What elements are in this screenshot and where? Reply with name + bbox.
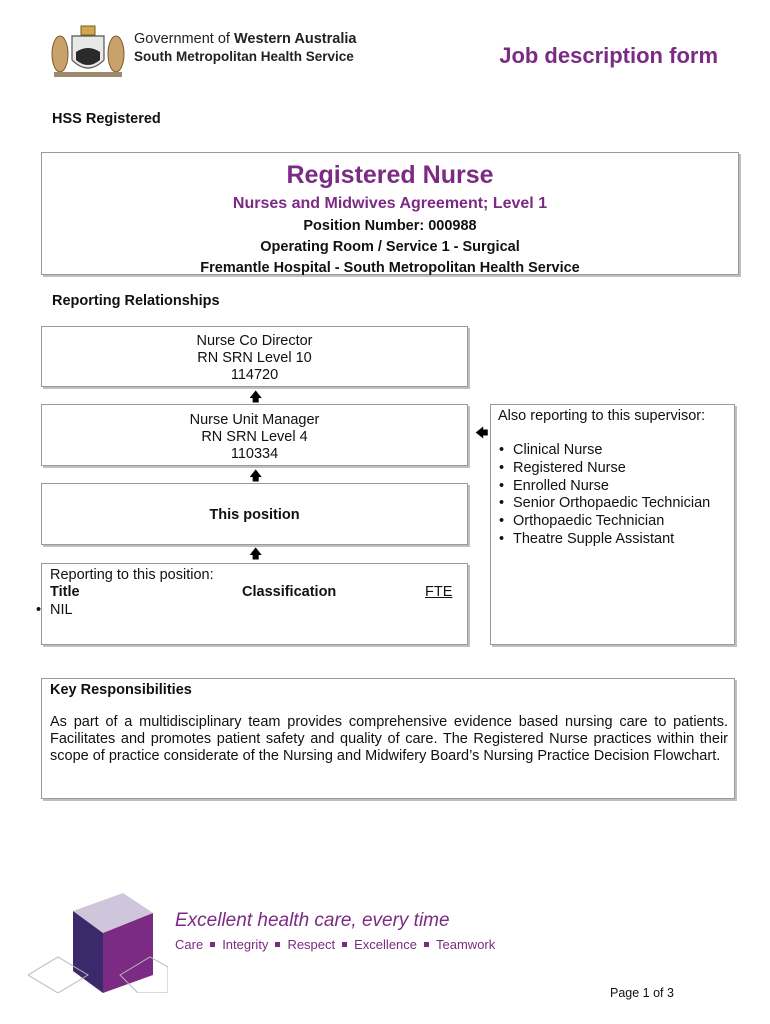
value-care: Care bbox=[175, 937, 204, 952]
key-responsibilities-box bbox=[41, 678, 735, 799]
also-reporting-list bbox=[491, 442, 710, 549]
form-title: Job description form bbox=[499, 43, 718, 68]
arrow-up-icon: 🡅 bbox=[249, 389, 263, 404]
footer-values bbox=[175, 937, 495, 953]
director-box bbox=[41, 326, 468, 387]
value-respect: Respect bbox=[287, 937, 336, 952]
arrow-up-icon: 🡅 bbox=[249, 468, 263, 483]
health-service-name: South Metropolitan Health Service bbox=[134, 49, 354, 64]
list-item: • Enrolled Nurse bbox=[491, 478, 710, 496]
manager-box bbox=[41, 404, 468, 466]
position-title: Registered Nurse bbox=[286, 161, 494, 189]
director-position-number: 114720 bbox=[230, 367, 279, 383]
arrow-left-icon: 🡄 bbox=[475, 425, 489, 440]
director-classification: RN SRN Level 10 bbox=[197, 350, 312, 366]
also-reporting-label: Also reporting to this supervisor: bbox=[498, 408, 706, 424]
key-responsibilities-text: As part of a multidisciplinary team provides comprehensive evidence based nursing care to patients. Facilitates and promotes patient safety and quality of care. The Registered Nurse practices within their scope of practice considerate of the Nursing and Midwifery Board’s Nursing Practice Decision Flowchart. bbox=[50, 714, 728, 764]
agreement-level: Nurses and Midwives Agreement; Level 1 bbox=[232, 195, 548, 212]
reporting-relationships-heading: Reporting Relationships bbox=[52, 293, 220, 309]
fte-column-header: FTE bbox=[425, 584, 453, 600]
director-title: Nurse Co Director bbox=[196, 333, 313, 349]
value-integrity: Integrity bbox=[222, 937, 269, 952]
footer-tagline: Excellent health care, every time bbox=[175, 910, 450, 931]
list-item: • Theatre Supple Assistant bbox=[491, 531, 710, 549]
manager-position-number: 110334 bbox=[230, 446, 279, 462]
hss-registered-label: HSS Registered bbox=[52, 111, 161, 127]
cube-graphic bbox=[28, 893, 168, 993]
position-summary-box bbox=[41, 152, 739, 275]
list-item: • Registered Nurse bbox=[491, 460, 710, 478]
list-item: • Orthopaedic Technician bbox=[491, 513, 710, 531]
value-excellence: Excellence bbox=[354, 937, 418, 952]
key-responsibilities-heading: Key Responsibilities bbox=[50, 682, 192, 698]
classification-column-header: Classification bbox=[242, 584, 337, 600]
manager-title: Nurse Unit Manager bbox=[189, 412, 320, 428]
department-unit: Operating Room / Service 1 - Surgical bbox=[260, 239, 520, 255]
arrow-up-icon: 🡅 bbox=[249, 546, 263, 561]
page-number: Page 1 of 3 bbox=[610, 986, 674, 1000]
government-line bbox=[134, 30, 356, 48]
this-position-label: This position bbox=[209, 507, 300, 523]
list-item: • Senior Orthopaedic Technician bbox=[491, 495, 710, 513]
list-item: • Clinical Nurse bbox=[491, 442, 710, 460]
hospital-site: Fremantle Hospital - South Metropolitan Health Service bbox=[200, 260, 580, 276]
list-item: • NIL bbox=[28, 602, 73, 620]
position-number: Position Number: 000988 bbox=[303, 218, 477, 234]
reporting-to-label: Reporting to this position: bbox=[50, 567, 214, 583]
value-teamwork: Teamwork bbox=[436, 937, 496, 952]
title-column-header: Title bbox=[50, 584, 80, 600]
wa-coat-of-arms-logo bbox=[48, 22, 128, 80]
western-australia-text: Western Australia bbox=[233, 31, 357, 47]
reporting-to-box bbox=[41, 563, 468, 645]
reporting-to-list bbox=[28, 602, 73, 620]
this-position-box bbox=[41, 483, 468, 545]
manager-classification: RN SRN Level 4 bbox=[201, 429, 308, 445]
also-reporting-box bbox=[490, 404, 735, 645]
government-of-text: Government of bbox=[134, 31, 230, 47]
